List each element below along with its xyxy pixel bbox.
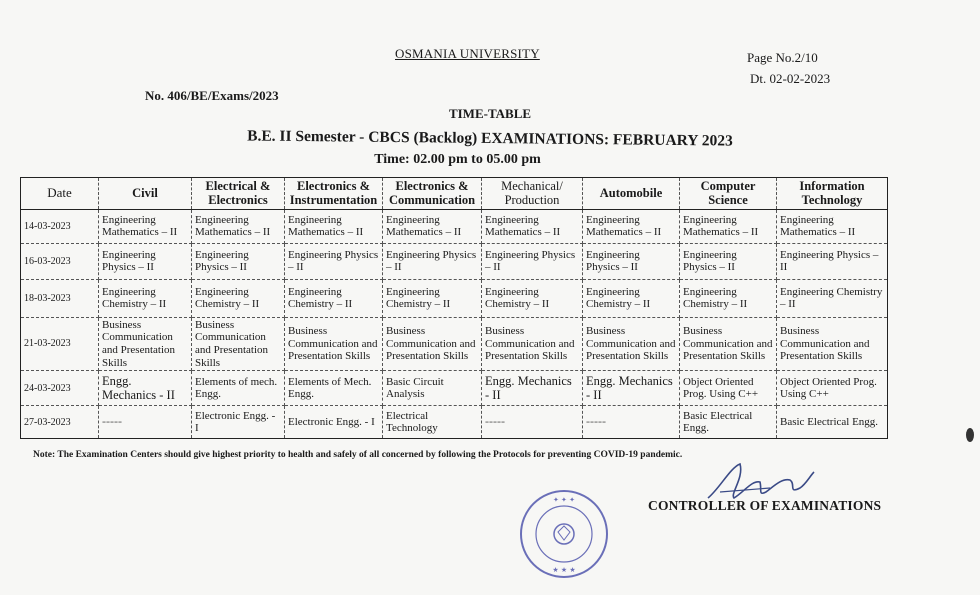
table-row bbox=[21, 317, 888, 371]
table-row bbox=[21, 209, 888, 243]
column-header: Electronics & Communication bbox=[383, 178, 482, 210]
table-cell: Engg. Mechanics - II bbox=[583, 371, 680, 406]
column-header: Civil bbox=[99, 178, 192, 210]
university-seal-stamp bbox=[518, 488, 610, 580]
table-cell: Engineering Chemistry – II bbox=[285, 279, 383, 317]
column-header: Electrical & Electronics bbox=[192, 178, 285, 210]
scan-edge-mark bbox=[966, 428, 974, 442]
table-cell: Elements of mech. Engg. bbox=[192, 371, 285, 406]
table-cell: Engineering Chemistry – II bbox=[383, 279, 482, 317]
table-cell: ----- bbox=[583, 406, 680, 439]
svg-text:✦ ✦ ✦: ✦ ✦ ✦ bbox=[552, 496, 576, 504]
table-cell: Electronic Engg. - I bbox=[285, 406, 383, 439]
table-header-row bbox=[21, 178, 888, 210]
table-cell: Engineering Mathematics – II bbox=[192, 209, 285, 243]
table-cell: Engineering Physics – II bbox=[99, 243, 192, 279]
table-cell: Engineering Chemistry – II bbox=[777, 279, 888, 317]
table-cell: Engineering Mathematics – II bbox=[680, 209, 777, 243]
reference-number: No. 406/BE/Exams/2023 bbox=[145, 88, 279, 103]
table-cell: Business Communication and Presentation Skills bbox=[777, 317, 888, 371]
table-cell: ----- bbox=[99, 406, 192, 439]
table-cell: Engineering Physics – II bbox=[680, 243, 777, 279]
column-header: Information Technology bbox=[777, 178, 888, 210]
table-cell: Engineering Mathematics – II bbox=[285, 209, 383, 243]
table-cell: Business Communication and Presentation Skills bbox=[99, 317, 192, 371]
table-cell: Business Communication and Presentation Skills bbox=[583, 317, 680, 371]
table-cell: Engineering Chemistry – II bbox=[192, 279, 285, 317]
covid-note: Note: The Examination Centers should give highest priority to health and safely of all concerned by following the Protocols for preventing COVID-19 pandemic. bbox=[33, 450, 683, 460]
table-cell: Engineering Mathematics – II bbox=[383, 209, 482, 243]
table-cell: Engineering Mathematics – II bbox=[99, 209, 192, 243]
document-title: TIME-TABLE bbox=[448, 106, 532, 121]
row-date: 27-03-2023 bbox=[21, 406, 99, 439]
table-cell: Engineering Physics – II bbox=[777, 243, 888, 279]
controller-title: CONTROLLER OF EXAMINATIONS bbox=[648, 498, 882, 513]
table-cell: Engineering Chemistry – II bbox=[583, 279, 680, 317]
timetable bbox=[20, 177, 888, 439]
page-number: Page No.2/10 bbox=[747, 50, 818, 65]
table-cell: Electrical Technology bbox=[383, 406, 482, 439]
table-cell: Business Communication and Presentation Skills bbox=[482, 317, 583, 371]
table-cell: Basic Electrical Engg. bbox=[680, 406, 777, 439]
university-name: OSMANIA UNIVERSITY bbox=[395, 46, 540, 61]
table-row bbox=[21, 371, 888, 406]
table-row bbox=[21, 279, 888, 317]
table-cell: Engineering Physics – II bbox=[583, 243, 680, 279]
column-header: Mechanical/ Production bbox=[482, 178, 583, 210]
table-cell: Object Oriented Prog. Using C++ bbox=[777, 371, 888, 406]
row-date: 24-03-2023 bbox=[21, 371, 99, 406]
column-header: Computer Science bbox=[680, 178, 777, 210]
table-cell: Engineering Chemistry – II bbox=[680, 279, 777, 317]
table-row bbox=[21, 243, 888, 279]
table-cell: Business Communication and Presentation Skills bbox=[680, 317, 777, 371]
row-date: 21-03-2023 bbox=[21, 317, 99, 371]
row-date: 14-03-2023 bbox=[21, 209, 99, 243]
table-cell: Engineering Chemistry – II bbox=[482, 279, 583, 317]
column-header: Date bbox=[21, 178, 99, 210]
column-header: Electronics & Instrumentation bbox=[285, 178, 383, 210]
svg-text:★ ★ ★: ★ ★ ★ bbox=[552, 566, 576, 574]
table-cell: Engineering Mathematics – II bbox=[583, 209, 680, 243]
table-cell: Engg. Mechanics - II bbox=[482, 371, 583, 406]
table-cell: Engineering Physics – II bbox=[482, 243, 583, 279]
column-header: Automobile bbox=[583, 178, 680, 210]
table-cell: Engineering Physics – II bbox=[383, 243, 482, 279]
table-cell: Basic Circuit Analysis bbox=[383, 371, 482, 406]
exam-title: B.E. II Semester - CBCS (Backlog) EXAMINATIONS: FEBRUARY 2023 bbox=[247, 127, 733, 150]
table-cell: Engineering Mathematics – II bbox=[482, 209, 583, 243]
table-cell: Business Communication and Presentation Skills bbox=[192, 317, 285, 371]
table-cell: Object Oriented Prog. Using C++ bbox=[680, 371, 777, 406]
row-date: 18-03-2023 bbox=[21, 279, 99, 317]
table-cell: Business Communication and Presentation Skills bbox=[285, 317, 383, 371]
table-cell: Elements of Mech. Engg. bbox=[285, 371, 383, 406]
table-cell: Electronic Engg. - I bbox=[192, 406, 285, 439]
table-cell: Engineering Chemistry – II bbox=[99, 279, 192, 317]
table-cell: Engineering Physics – II bbox=[285, 243, 383, 279]
row-date: 16-03-2023 bbox=[21, 243, 99, 279]
table-cell: Engineering Physics – II bbox=[192, 243, 285, 279]
document-date: Dt. 02-02-2023 bbox=[750, 71, 831, 86]
table-row bbox=[21, 406, 888, 439]
table-cell: Business Communication and Presentation Skills bbox=[383, 317, 482, 371]
table-cell: Engg. Mechanics - II bbox=[99, 371, 192, 406]
exam-time: Time: 02.00 pm to 05.00 pm bbox=[374, 152, 541, 167]
table-cell: Basic Electrical Engg. bbox=[777, 406, 888, 439]
table-cell: Engineering Mathematics – II bbox=[777, 209, 888, 243]
table-cell: ----- bbox=[482, 406, 583, 439]
